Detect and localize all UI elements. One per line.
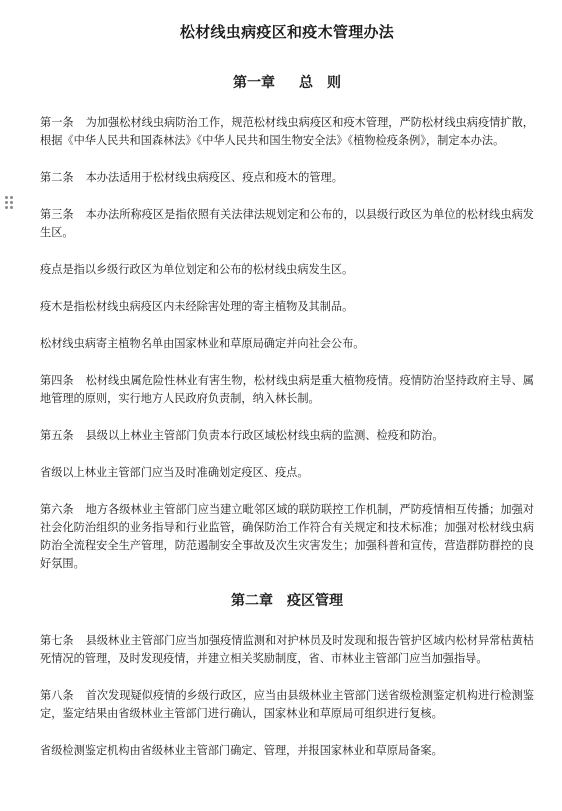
chapter-name: 疫区管理 [287, 593, 343, 609]
chapter-name: 总 则 [299, 75, 341, 91]
paragraph-text: 本办法所称疫区是指依照有关法律法规划定和公布的，以县级行政区为单位的松材线虫病发生区。 [40, 208, 534, 239]
chapter-heading-1 [40, 74, 534, 92]
paragraph [40, 632, 534, 668]
paragraph-text: 地方各级林业主管部门应当建立毗邻区域的联防联控工作机制，严防疫情相互传播；加强对社会化防治组织的业务指导和行业监管，确保防治工作符合有关规定和技术标准；加强对松材线虫病防治全流程安全生产管理，防范遏制安全事故及次生灾害发生；加强科普和宣传，营造群防群控的良好氛围。 [40, 503, 534, 570]
paragraph [40, 169, 534, 187]
article-number: 第四条 [40, 374, 74, 387]
article-number: 第三条 [40, 208, 74, 221]
article-number: 第二条 [40, 171, 74, 184]
paragraph [40, 298, 534, 316]
paragraph-text: 省级检测鉴定机构由省级林业主管部门确定、管理，并报国家林业和草原局备案。 [40, 744, 443, 757]
paragraph-text: 县级以上林业主管部门负责本行政区域松材线虫病的监测、检疫和防治。 [85, 429, 444, 442]
article-number: 第七条 [40, 634, 74, 647]
chapter-number: 第二章 [231, 593, 273, 609]
document-title: 松材线虫病疫区和疫木管理办法 [179, 23, 395, 41]
paragraph [40, 261, 534, 279]
paragraph-text: 疫点是指以乡级行政区为单位划定和公布的松材线虫病发生区。 [40, 263, 354, 276]
paragraph [40, 427, 534, 445]
chapter-heading-2 [40, 592, 534, 610]
paragraph [40, 335, 534, 353]
paragraph-text: 县级林业主管部门应当加强疫情监测和对护林员及时发现和报告管护区域内松材异常枯黄枯死情况的管理，及时发现疫情，并建立相关奖励制度，省、市林业主管部门应当加强指导。 [40, 634, 534, 665]
paragraph-text: 松材线虫病寄主植物名单由国家林业和草原局确定并向社会公布。 [40, 337, 365, 350]
drag-handle-icon[interactable] [5, 196, 13, 212]
paragraph [40, 687, 534, 723]
paragraph [40, 464, 534, 482]
paragraph-text: 疫木是指松材线虫病疫区内未经除害处理的寄主植物及其制品。 [40, 300, 354, 313]
chapter-number: 第一章 [233, 75, 275, 91]
paragraph [40, 114, 534, 150]
paragraph-text: 松材线虫属危险性林业有害生物，松材线虫病是重大植物疫情。疫情防治坚持政府主导、属地管理的原则，实行地方人民政府负责制，纳入林长制。 [40, 374, 534, 405]
paragraph [40, 501, 534, 573]
document-body [40, 22, 534, 779]
article-number: 第六条 [40, 503, 74, 516]
article-number: 第八条 [40, 689, 74, 702]
article-number: 第五条 [40, 429, 74, 442]
paragraph-text: 为加强松材线虫病防治工作，规范松材线虫病疫区和疫木管理，严防松材线虫病疫情扩散，根据《中华人民共和国森林法》《中华人民共和国生物安全法》《植物检疫条例》，制定本办法。 [40, 116, 534, 147]
paragraph-text: 首次发现疑似疫情的乡级行政区，应当由县级林业主管部门送省级检测鉴定机构进行检测鉴定，鉴定结果由省级林业主管部门进行确认，国家林业和草原局可组织进行复核。 [40, 689, 534, 720]
paragraph [40, 742, 534, 760]
article-number: 第一条 [40, 116, 74, 129]
paragraph [40, 372, 534, 408]
paragraph-text: 本办法适用于松材线虫病疫区、疫点和疫木的管理。 [85, 171, 343, 184]
paragraph-text: 省级以上林业主管部门应当及时准确划定疫区、疫点。 [40, 466, 309, 479]
paragraph [40, 206, 534, 242]
